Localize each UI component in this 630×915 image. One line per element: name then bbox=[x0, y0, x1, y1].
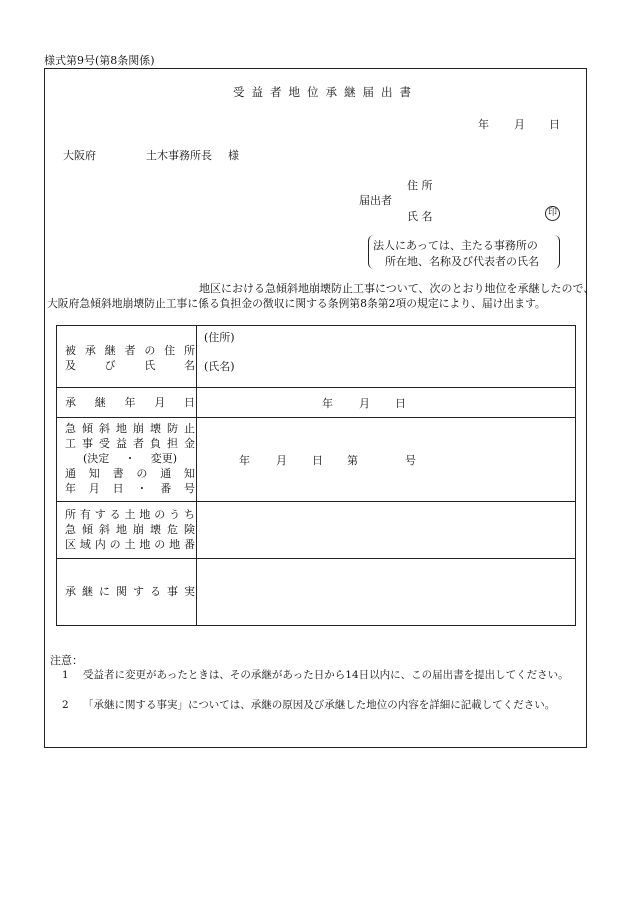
label-char: 継 bbox=[94, 396, 106, 409]
label-line bbox=[65, 421, 195, 436]
notifier-address-label: 住 所 bbox=[407, 179, 433, 192]
label-char: 傾 bbox=[82, 523, 93, 536]
label-char: 番 bbox=[184, 538, 195, 551]
label-char: 知 bbox=[183, 467, 195, 480]
label-char: ち bbox=[184, 508, 195, 521]
label-char: 知 bbox=[88, 467, 100, 480]
label-char: 斜 bbox=[99, 523, 110, 536]
label-line bbox=[65, 358, 195, 373]
label-land-lot-number bbox=[65, 507, 195, 552]
predecessor-address-field: (住所) bbox=[204, 331, 235, 344]
date-day: 日 bbox=[549, 118, 560, 131]
label-char: の bbox=[144, 344, 156, 357]
label-char: 月 bbox=[88, 482, 100, 495]
label-char: 崩 bbox=[133, 523, 144, 536]
label-char: る bbox=[109, 508, 121, 521]
label-char: 年 bbox=[65, 482, 76, 495]
notice-day: 日 bbox=[312, 454, 323, 467]
label-char: る bbox=[150, 585, 161, 598]
note-text: 「承継に関する事実」については、承継の原因及び承継した地位の内容を詳細に記載してください。 bbox=[83, 699, 556, 711]
form-title: 受益者地位承継届出書 bbox=[233, 85, 418, 99]
succession-table bbox=[56, 325, 576, 626]
label-predecessor-address-name bbox=[65, 343, 195, 373]
label-line bbox=[65, 466, 195, 481]
label-char: 所 bbox=[65, 508, 76, 521]
label-succession-facts bbox=[65, 584, 195, 599]
notice-month: 月 bbox=[276, 454, 287, 467]
notifier-label: 届出者 bbox=[359, 194, 392, 207]
corporate-note-line1: 法人にあっては、主たる事務所の bbox=[373, 239, 538, 252]
label-char: 地 bbox=[116, 523, 127, 536]
label-char: 地 bbox=[139, 508, 151, 521]
label-char: 日 bbox=[112, 482, 124, 495]
label-char: 防 bbox=[167, 422, 178, 435]
note-text: 受益者に変更があったときは、その承継があった日から14日以内に、この届出書を提出してください。 bbox=[83, 669, 569, 681]
notifier-name-label: 氏 名 bbox=[407, 210, 433, 223]
label-char: 有 bbox=[79, 508, 91, 521]
label-char: 氏 bbox=[144, 359, 156, 372]
table-row-divider bbox=[57, 417, 575, 418]
label-char: 事 bbox=[167, 585, 178, 598]
table-column-divider bbox=[196, 326, 197, 625]
label-char: 月 bbox=[154, 396, 166, 409]
label-char: ・ bbox=[124, 452, 136, 465]
label-char: 益 bbox=[116, 437, 127, 450]
label-char: 危 bbox=[167, 523, 178, 536]
label-char: 止 bbox=[184, 422, 195, 435]
succession-year: 年 bbox=[322, 397, 333, 410]
label-char: 継 bbox=[82, 585, 93, 598]
seal-mark-icon: 印 bbox=[545, 206, 560, 221]
label-line bbox=[65, 451, 195, 466]
label-char: 者 bbox=[133, 437, 144, 450]
label-char: 金 bbox=[184, 437, 195, 450]
table-row-divider bbox=[57, 387, 575, 388]
label-char: 関 bbox=[116, 585, 127, 598]
label-char: の bbox=[109, 538, 121, 551]
label-char: す bbox=[94, 508, 106, 521]
label-line bbox=[65, 537, 195, 552]
label-line bbox=[65, 522, 195, 537]
label-char: の bbox=[136, 467, 148, 480]
notice-number-prefix: 第 bbox=[347, 454, 358, 467]
label-char: 地 bbox=[169, 538, 181, 551]
notes-heading: 注意： bbox=[50, 654, 83, 667]
label-char: 急 bbox=[65, 422, 76, 435]
addressee-honorific: 様 bbox=[228, 149, 239, 162]
label-char: 急 bbox=[65, 523, 76, 536]
label-char: 壊 bbox=[150, 422, 161, 435]
succession-day: 日 bbox=[395, 397, 406, 410]
label-char: 名 bbox=[183, 359, 195, 372]
label-char: 号 bbox=[183, 482, 195, 495]
body-text-line1: 地区における急傾斜地崩壊防止工事について、次のとおり地位を承継したので、 bbox=[199, 282, 595, 295]
table-row-divider bbox=[57, 501, 575, 502]
addressee-office: 土木事務所長 bbox=[146, 149, 212, 162]
label-char: う bbox=[169, 508, 181, 521]
label-char: 地 bbox=[139, 538, 151, 551]
label-char: の bbox=[154, 538, 166, 551]
label-char: 変更) bbox=[150, 452, 177, 465]
predecessor-name-field: (氏名) bbox=[204, 360, 235, 373]
form-reference: 様式第9号(第8条関係) bbox=[44, 54, 155, 67]
label-char: 承 bbox=[65, 396, 76, 409]
label-char: 区 bbox=[65, 538, 76, 551]
label-succession-date bbox=[65, 395, 195, 410]
label-char: の bbox=[154, 508, 166, 521]
label-char: 通 bbox=[65, 467, 76, 480]
label-char: 担 bbox=[167, 437, 178, 450]
label-char: 受 bbox=[99, 437, 110, 450]
label-char: 日 bbox=[184, 396, 195, 409]
label-char: 所 bbox=[183, 344, 195, 357]
label-char: 承 bbox=[84, 344, 96, 357]
label-line bbox=[65, 507, 195, 522]
label-char: 事 bbox=[82, 437, 93, 450]
label-line bbox=[65, 395, 195, 410]
label-char: 年 bbox=[124, 396, 136, 409]
label-char: 険 bbox=[184, 523, 195, 536]
label-char: 住 bbox=[164, 344, 176, 357]
succession-month: 月 bbox=[359, 397, 370, 410]
label-char: 工 bbox=[65, 437, 76, 450]
label-char: 地 bbox=[116, 422, 127, 435]
label-char: 負 bbox=[150, 437, 161, 450]
label-line bbox=[65, 584, 195, 599]
label-char: 承 bbox=[65, 585, 76, 598]
label-char: 斜 bbox=[99, 422, 110, 435]
label-char: 継 bbox=[104, 344, 116, 357]
label-char: 土 bbox=[124, 508, 136, 521]
label-char: 傾 bbox=[82, 422, 93, 435]
date-year: 年 bbox=[478, 118, 489, 131]
label-char: 土 bbox=[124, 538, 136, 551]
label-char: 書 bbox=[112, 467, 124, 480]
date-month: 月 bbox=[514, 118, 525, 131]
label-char: ・ bbox=[136, 482, 148, 495]
label-char: 崩 bbox=[133, 422, 144, 435]
label-char: び bbox=[104, 359, 116, 372]
note-number: 1 bbox=[62, 669, 69, 681]
label-char: 被 bbox=[65, 344, 76, 357]
label-char: 実 bbox=[184, 585, 195, 598]
notice-year: 年 bbox=[239, 454, 250, 467]
label-line bbox=[65, 481, 195, 496]
label-char: 番 bbox=[160, 482, 172, 495]
label-char: (決定 bbox=[83, 452, 110, 465]
notice-number-suffix: 号 bbox=[405, 454, 416, 467]
note-number: 2 bbox=[62, 699, 69, 711]
body-text-line2: 大阪府急傾斜地崩壊防止工事に係る負担金の徴収に関する条例第8条第2項の規定により、届け出ます。 bbox=[47, 297, 546, 310]
label-char: 及 bbox=[65, 359, 76, 372]
label-line bbox=[65, 436, 195, 451]
label-char: 域 bbox=[79, 538, 91, 551]
label-char: 壊 bbox=[150, 523, 161, 536]
label-char: 通 bbox=[160, 467, 172, 480]
corporate-note-line2: 所在地、名称及び代表者の氏名 bbox=[385, 255, 539, 268]
label-char: 者 bbox=[124, 344, 136, 357]
addressee-prefecture: 大阪府 bbox=[63, 149, 96, 162]
label-char: す bbox=[133, 585, 144, 598]
label-line bbox=[65, 343, 195, 358]
label-notice-date-number bbox=[65, 421, 195, 496]
label-char: 内 bbox=[94, 538, 106, 551]
table-row-divider bbox=[57, 558, 575, 559]
label-char: に bbox=[99, 585, 110, 598]
